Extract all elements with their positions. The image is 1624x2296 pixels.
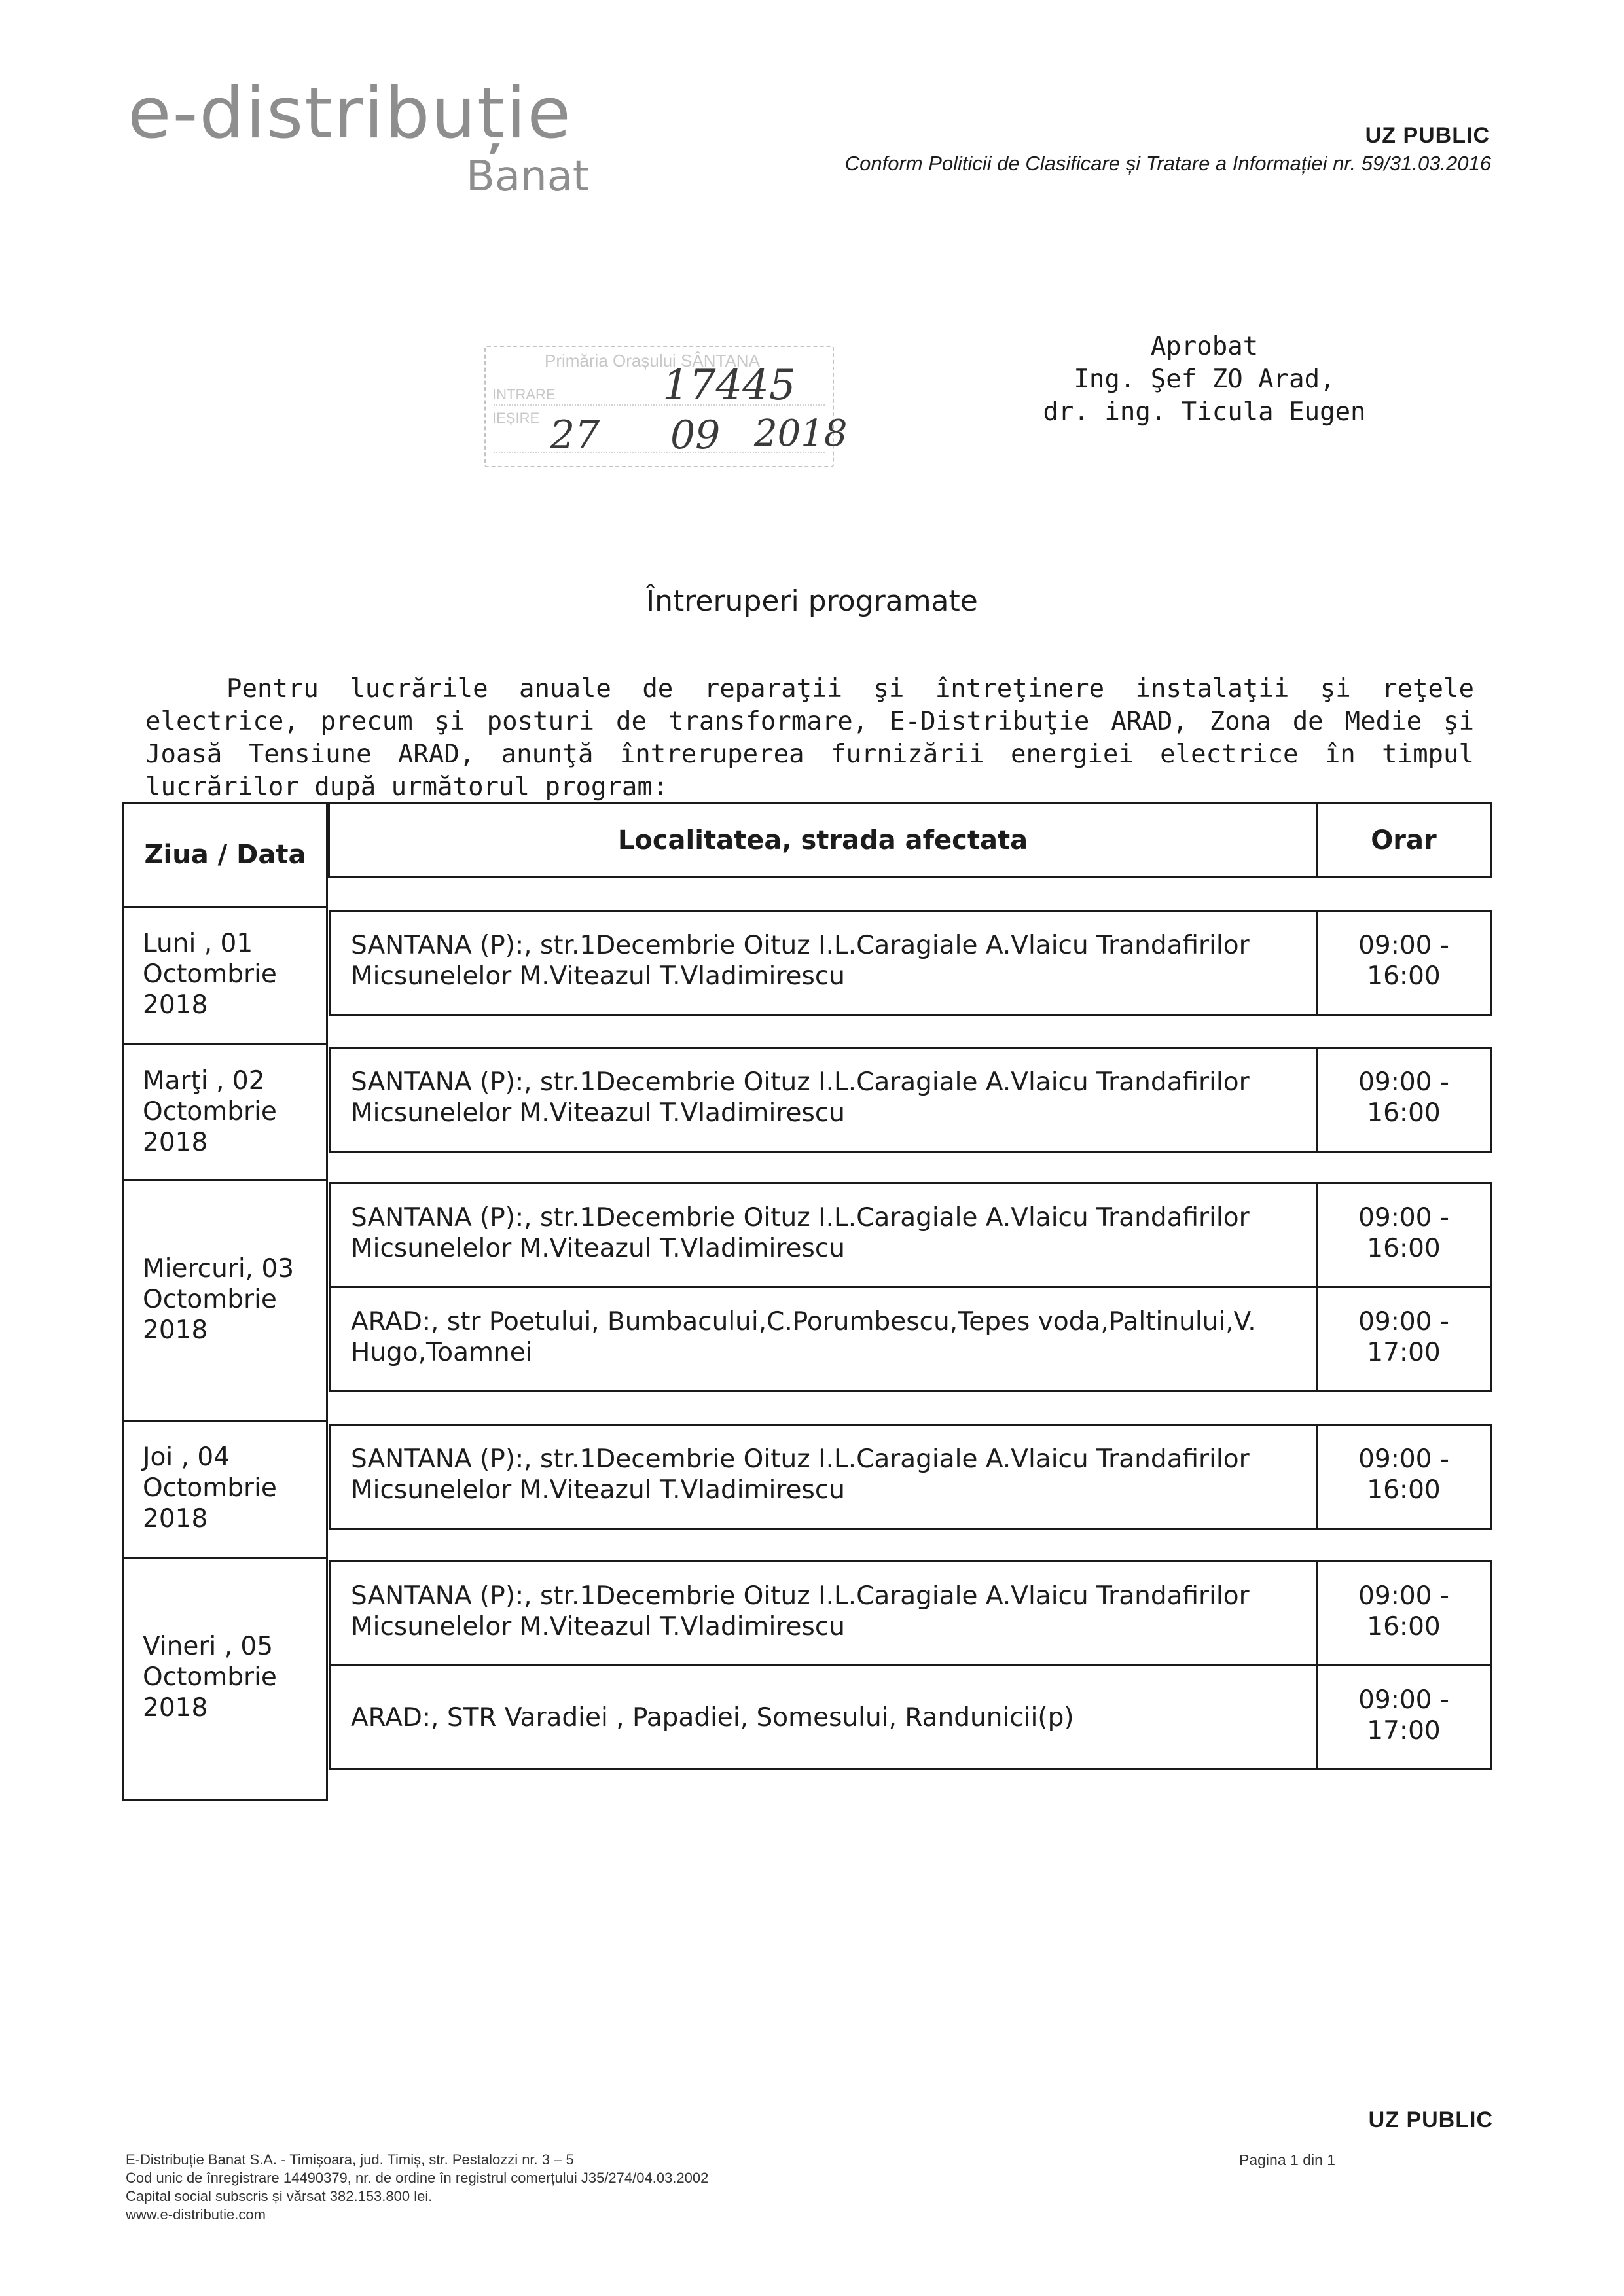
day-label: Luni , 01 Octombrie 2018 [143, 929, 277, 1020]
hours-cell [1316, 1047, 1492, 1153]
location-text: SANTANA (P):, str.1Decembrie Oituz I.L.Caragiale A.Vlaicu Trandafirilor Micsunelelor M.Viteazul T.Vladimirescu [351, 1203, 1250, 1263]
location-cell [329, 1560, 1318, 1666]
page-title: Întreruperi programate [646, 584, 978, 618]
location-cell [329, 1424, 1318, 1530]
day-label: Marţi , 02 Octombrie 2018 [143, 1066, 277, 1157]
location-header-label: Localitatea, strada afectata [617, 825, 1028, 855]
hours-column-header [1316, 802, 1492, 878]
hours-header-label: Orar [1371, 825, 1437, 855]
hours-text: 09:00 - 17:00 [1358, 1685, 1449, 1746]
logo-region: Banat [466, 152, 589, 201]
hours-cell [1316, 1286, 1492, 1392]
day-label: Joi , 04 Octombrie 2018 [143, 1443, 277, 1534]
hours-text: 09:00 - 17:00 [1358, 1307, 1449, 1367]
location-text: ARAD:, str Poetului, Bumbacului,C.Porumbescu,Tepes voda,Paltinului,V. Hugo,Toamnei [351, 1307, 1256, 1367]
approval-signatory: dr. ing. Ticula Eugen [1043, 397, 1366, 427]
intro-paragraph [145, 673, 1474, 804]
page-number: Pagina 1 din 1 [1239, 2151, 1336, 2168]
location-text: SANTANA (P):, str.1Decembrie Oituz I.L.Caragiale A.Vlaicu Trandafirilor Micsunelelor M.Viteazul T.Vladimirescu [351, 1581, 1250, 1641]
location-cell [329, 910, 1318, 1016]
company-footer [126, 2151, 708, 2224]
stamp-year: 2018 [754, 412, 848, 455]
hours-text: 09:00 - 16:00 [1358, 1444, 1449, 1505]
location-cell [329, 1047, 1318, 1153]
stamp-registry-text: Primăria Orașului SÂNTANA [545, 351, 760, 370]
hours-cell [1316, 1560, 1492, 1666]
location-cell [329, 1664, 1318, 1770]
location-cell [329, 1182, 1318, 1288]
day-column-header [122, 802, 328, 908]
stamp-number: 17445 [662, 361, 796, 410]
location-text: SANTANA (P):, str.1Decembrie Oituz I.L.Caragiale A.Vlaicu Trandafirilor Micsunelelor M.Viteazul T.Vladimirescu [351, 1444, 1250, 1505]
hours-text: 09:00 - 16:00 [1358, 1581, 1449, 1641]
stamp-day: 27 [550, 412, 600, 458]
classification-label: UZ PUBLIC [1365, 123, 1490, 148]
hours-text: 09:00 - 16:00 [1358, 931, 1449, 991]
location-text: ARAD:, STR Varadiei , Papadiei, Somesului, Randunicii(p) [351, 1702, 1074, 1732]
registry-stamp [484, 346, 848, 467]
hours-text: 09:00 - 16:00 [1358, 1067, 1449, 1128]
day-label: Vineri , 05 Octombrie 2018 [143, 1632, 277, 1723]
footer-registration: Cod unic de înregistrare 14490379, nr. de ordine în registrul comerțului J35/274/04.03.2002 [126, 2170, 709, 2186]
stamp-label-out: IEȘIRE [492, 410, 540, 426]
intro-text: Pentru lucrările anuale de reparaţii şi întreţinere instalaţii şi reţele electrice, precum şi posturi de transformare, E-Distribuţie ARAD, Zona de Medie şi Joasă Tensiune ARAD, anunţă întreruperea furnizării energiei electrice în timpul lucrărilor după următorul program: [145, 674, 1474, 802]
hours-text: 09:00 - 16:00 [1358, 1203, 1449, 1263]
day-header-label: Ziua / Data [144, 840, 306, 870]
hours-cell [1316, 1664, 1492, 1770]
footer-company: E-Distribuție Banat S.A. - Timișoara, jud. Timiș, str. Pestalozzi nr. 3 – 5 [126, 2151, 574, 2168]
footer-capital: Capital social subscris și vărsat 382.153.800 lei. [126, 2188, 433, 2204]
hours-cell [1316, 1424, 1492, 1530]
day-label: Miercuri, 03 Octombrie 2018 [143, 1254, 295, 1345]
hours-cell [1316, 1182, 1492, 1288]
location-text: SANTANA (P):, str.1Decembrie Oituz I.L.Caragiale A.Vlaicu Trandafirilor Micsunelelor M.Viteazul T.Vladimirescu [351, 931, 1250, 991]
location-text: SANTANA (P):, str.1Decembrie Oituz I.L.Caragiale A.Vlaicu Trandafirilor Micsunelelor M.Viteazul T.Vladimirescu [351, 1067, 1250, 1128]
hours-cell [1316, 910, 1492, 1016]
company-logo: e-distribuție [128, 73, 572, 154]
stamp-label-in: INTRARE [492, 386, 556, 403]
classification-policy: Conform Politicii de Clasificare și Tratare a Informației nr. 59/31.03.2016 [844, 152, 1491, 175]
approval-role: Ing. Şef ZO Arad, [1074, 365, 1335, 394]
approval-label: Aprobat [1150, 332, 1259, 361]
approval-block [1008, 331, 1401, 429]
location-cell [329, 1286, 1318, 1392]
footer-website: www.e-distributie.com [126, 2206, 266, 2223]
stamp-month: 09 [670, 412, 721, 458]
location-column-header [328, 802, 1318, 878]
footer-classification: UZ PUBLIC [1368, 2108, 1493, 2132]
